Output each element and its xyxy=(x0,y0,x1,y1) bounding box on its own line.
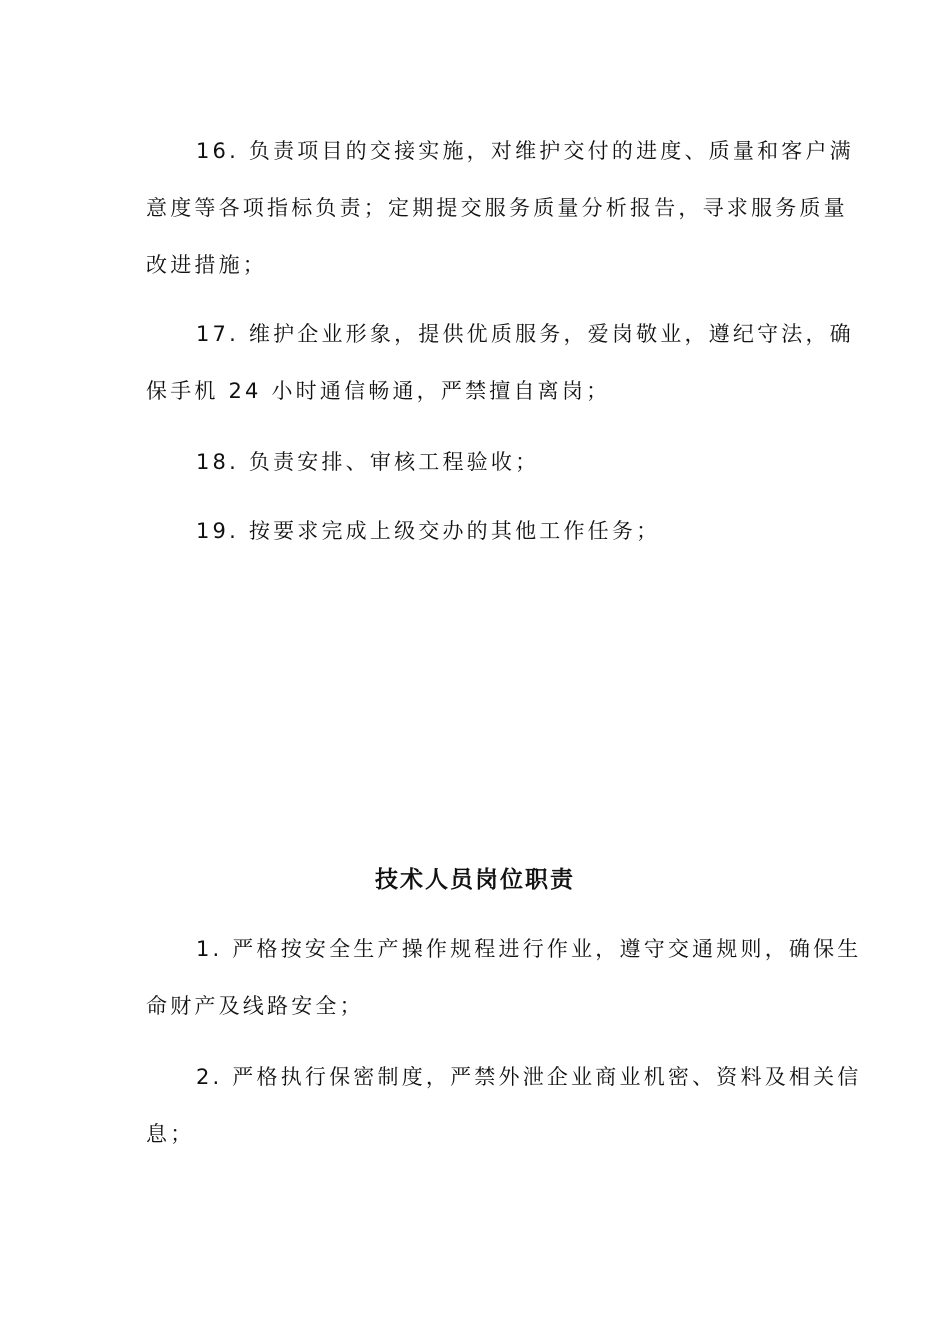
tech-duty-item-2 xyxy=(146,1063,862,1149)
duty-item-17 xyxy=(146,320,854,406)
paragraph-line: 保手机 24 小时通信畅通，严禁擅自离岗； xyxy=(146,379,611,403)
paragraph-line: 16. 负责项目的交接实施，对维护交付的进度、质量和客户满 xyxy=(196,139,854,163)
paragraph-line: 2. 严格执行保密制度，严禁外泄企业商业机密、资料及相关信 xyxy=(196,1065,862,1089)
paragraph-line: 改进措施； xyxy=(146,253,267,277)
paragraph-line: 息； xyxy=(146,1122,195,1146)
duty-item-16 xyxy=(146,137,854,280)
duty-item-19 xyxy=(146,517,811,546)
duty-item-18 xyxy=(146,448,811,477)
tech-duty-item-1 xyxy=(146,935,862,1021)
paragraph-line: 1. 严格按安全生产操作规程进行作业，遵守交通规则，确保生 xyxy=(196,937,862,961)
paragraph-line: 17. 维护企业形象，提供优质服务，爱岗敬业，遵纪守法，确 xyxy=(196,322,854,346)
section-title: 技术人员岗位职责 xyxy=(375,867,575,893)
paragraph-line: 命财产及线路安全； xyxy=(146,994,364,1018)
paragraph-line: 意度等各项指标负责；定期提交服务质量分析报告，寻求服务质量 xyxy=(146,196,848,220)
paragraph-line: 19. 按要求完成上级交办的其他工作任务； xyxy=(196,519,661,543)
paragraph-line: 18. 负责安排、审核工程验收； xyxy=(196,450,540,474)
